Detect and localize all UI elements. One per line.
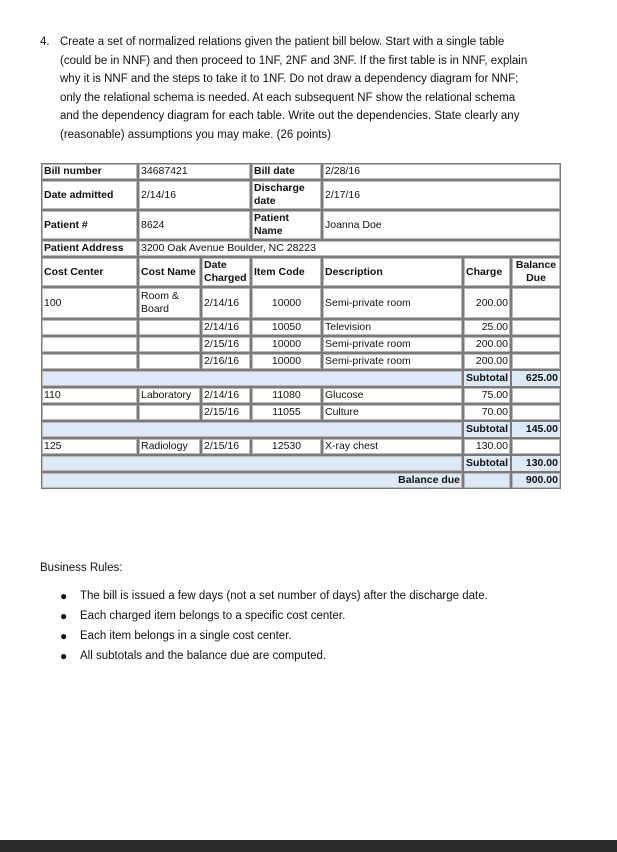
date-cell: 2/14/16 [201,287,251,319]
cost-name-cell: Room & Board [138,287,201,319]
charge-cell: 200.00 [463,287,511,319]
description-cell: Television [322,319,463,336]
balance-due-label: Balance due [41,472,463,489]
bullet-icon: ● [60,589,68,603]
header-date-charged: Date Charged [201,257,251,287]
table-row [41,438,561,455]
date-cell: 2/15/16 [201,336,251,353]
date-cell: 2/14/16 [201,387,251,404]
header-cost-center: Cost Center [41,257,138,287]
cost-name-cell: Laboratory [138,387,201,404]
patient-address-label: Patient Address [41,240,138,257]
subtotal-label: Subtotal [463,455,511,472]
table-row [41,404,561,421]
date-cell: 2/15/16 [201,438,251,455]
item-code-cell: 11080 [251,387,322,404]
balance-due-value: 900.00 [511,472,561,489]
header-description: Description [322,257,463,287]
cost-center-cell [41,336,138,353]
question-line: and the dependency diagram for each table. Write out the dependencies. State clearly any [60,110,520,122]
date-cell: 2/16/16 [201,353,251,370]
cost-name-cell [138,336,201,353]
patient-number-label: Patient # [41,210,138,240]
cost-center-cell [41,319,138,336]
charge-cell: 200.00 [463,353,511,370]
bill-number-label: Bill number [41,163,138,180]
subtotal-row [41,455,561,472]
header-cost-name: Cost Name [138,257,201,287]
patient-address-value: 3200 Oak Avenue Boulder, NC 28223 [138,240,561,257]
balance-cell [511,438,561,455]
bullet-icon: ● [60,609,68,623]
cost-center-cell [41,404,138,421]
cost-name-cell: Radiology [138,438,201,455]
question-line: only the relational schema is needed. At each subsequent NF show the relational schema [60,91,516,104]
table-row [41,287,561,319]
patient-bill-table [41,163,561,489]
bullet-icon: ● [60,629,68,643]
patient-name-label: Patient Name [251,210,322,240]
item-code-cell: 12530 [251,438,322,455]
description-cell: Glucose [322,387,463,404]
question-line: why it is NNF and the steps to take it to 1NF. Do not draw a dependency diagram for NNF; [60,73,519,85]
subtotal-label: Subtotal [463,421,511,438]
header-balance-due: Balance Due [511,257,561,287]
date-admitted-label: Date admitted [41,180,138,210]
list-item [60,646,488,666]
date-cell: 2/15/16 [201,404,251,421]
patient-number-value: 8624 [138,210,251,240]
question-number: 4. [40,36,50,48]
item-code-cell: 10000 [251,336,322,353]
subtotal-spacer [41,455,463,472]
subtotal-spacer [41,421,463,438]
table-row [41,387,561,404]
description-cell: X-ray chest [322,438,463,455]
discharge-date-label: Discharge date [251,180,322,210]
date-admitted-row [41,180,561,210]
subtotal-row [41,370,561,387]
table-row [41,336,561,353]
charge-cell: 75.00 [463,387,511,404]
question-line: (could be in NNF) and then proceed to 1NF, 2NF and 3NF. If the first table is in NNF, explain [60,54,528,67]
bill-date-value: 2/28/16 [322,163,561,180]
subtotal-label: Subtotal [463,370,511,387]
rule-text: Each item belongs in a single cost center. [80,630,292,642]
question-line: (reasonable) assumptions you may make. (26 points) [60,128,332,141]
cost-name-cell [138,404,201,421]
rule-text: Each charged item belongs to a specific cost center. [80,610,346,622]
question-line: Create a set of normalized relations given the patient bill below. Start with a single table [60,36,505,48]
header-item-code: Item Code [251,257,322,287]
bill-date-label: Bill date [251,163,322,180]
business-rules-title: Business Rules: [40,562,123,574]
subtotal-row [41,421,561,438]
list-item [60,606,488,626]
balance-due-row [41,472,561,489]
date-admitted-value: 2/14/16 [138,180,251,210]
table-row [41,353,561,370]
cost-name-cell [138,319,201,336]
patient-row [41,210,561,240]
item-code-cell: 10000 [251,353,322,370]
description-cell: Semi-private room [322,353,463,370]
description-cell: Semi-private room [322,287,463,319]
subtotal-value: 130.00 [511,455,561,472]
rule-text: The bill is issued a few days (not a set number of days) after the discharge date. [80,590,488,602]
charge-cell: 70.00 [463,404,511,421]
business-rules-list [60,586,488,666]
item-code-cell: 10000 [251,287,322,319]
balance-due-spacer [463,472,511,489]
header-row [41,257,561,287]
item-code-cell: 11055 [251,404,322,421]
list-item [60,586,488,606]
cost-center-cell: 125 [41,438,138,455]
balance-cell [511,404,561,421]
subtotal-value: 625.00 [511,370,561,387]
table-row [41,319,561,336]
header-charge: Charge [463,257,511,287]
bill-number-value: 34687421 [138,163,251,180]
bottom-bar [0,840,617,852]
discharge-date-value: 2/17/16 [322,180,561,210]
subtotal-spacer [41,370,463,387]
cost-center-cell [41,353,138,370]
patient-name-value: Joanna Doe [322,210,561,240]
date-cell: 2/14/16 [201,319,251,336]
rule-text: All subtotals and the balance due are computed. [80,650,327,662]
description-cell: Semi-private room [322,336,463,353]
description-cell: Culture [322,404,463,421]
charge-cell: 200.00 [463,336,511,353]
bill-number-row [41,163,561,180]
cost-name-cell [138,353,201,370]
balance-cell [511,353,561,370]
patient-address-row [41,240,561,257]
question-text [40,33,580,144]
balance-cell [511,287,561,319]
balance-cell [511,336,561,353]
balance-cell [511,319,561,336]
cost-center-cell: 110 [41,387,138,404]
subtotal-value: 145.00 [511,421,561,438]
balance-cell [511,387,561,404]
charge-cell: 130.00 [463,438,511,455]
list-item [60,626,488,646]
item-code-cell: 10050 [251,319,322,336]
cost-center-cell: 100 [41,287,138,319]
charge-cell: 25.00 [463,319,511,336]
bullet-icon: ● [60,649,68,663]
